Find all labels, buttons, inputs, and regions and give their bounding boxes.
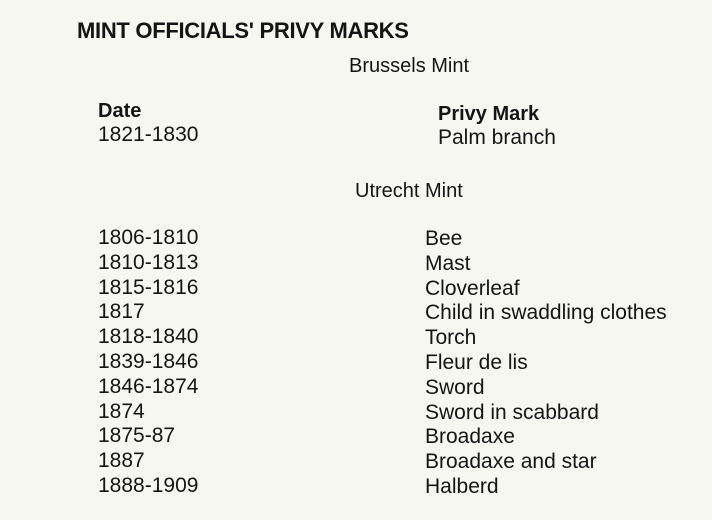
utrecht-row <box>0 301 712 326</box>
utrecht-mint-heading: Utrecht Mint <box>355 180 463 202</box>
utrecht-row <box>0 401 712 426</box>
utrecht-row-date: 1810-1813 <box>98 250 199 274</box>
brussels-row-date: 1821-1830 <box>98 123 199 146</box>
utrecht-row-mark: Child in swaddling clothes <box>425 301 667 325</box>
utrecht-row-date: 1874 <box>98 399 145 423</box>
utrecht-row <box>0 376 712 401</box>
brussels-row-mark: Palm branch <box>438 126 556 149</box>
utrecht-row-mark: Fleur de lis <box>425 350 528 374</box>
privy-mark-column-header: Privy Mark <box>438 103 540 125</box>
utrecht-row-date: 1806-1810 <box>98 226 199 249</box>
utrecht-row-mark: Bee <box>425 227 463 250</box>
utrecht-row-date: 1846-1874 <box>98 374 199 398</box>
utrecht-row <box>0 351 712 376</box>
utrecht-row-date: 1839-1846 <box>98 349 199 373</box>
page-title: MINT OFFICIALS' PRIVY MARKS <box>77 18 409 43</box>
utrecht-row-date: 1817 <box>98 300 145 324</box>
utrecht-row-mark: Sword in scabbard <box>425 400 599 424</box>
utrecht-row-date: 1818-1840 <box>98 325 199 349</box>
utrecht-row <box>0 252 712 277</box>
utrecht-row-mark: Broadaxe and star <box>425 450 597 474</box>
utrecht-row <box>0 450 712 475</box>
utrecht-row-mark: Sword <box>425 375 485 399</box>
utrecht-row-date: 1887 <box>98 449 145 473</box>
utrecht-row <box>0 277 712 302</box>
brussels-mint-heading: Brussels Mint <box>349 55 470 77</box>
utrecht-row-date: 1815-1816 <box>98 275 199 299</box>
utrecht-row <box>0 227 712 252</box>
utrecht-row-mark: Mast <box>425 251 471 275</box>
utrecht-row <box>0 425 712 450</box>
date-column-header: Date <box>98 100 142 122</box>
utrecht-row-date: 1888-1909 <box>98 473 199 497</box>
utrecht-row <box>0 475 712 500</box>
utrecht-row-mark: Broadaxe <box>425 425 515 449</box>
utrecht-row <box>0 326 712 351</box>
utrecht-row-mark: Torch <box>425 326 477 350</box>
utrecht-row-date: 1875-87 <box>98 424 176 448</box>
utrecht-row-mark: Halberd <box>425 474 499 498</box>
utrecht-row-mark: Cloverleaf <box>425 276 520 300</box>
utrecht-marks-list <box>0 227 712 500</box>
